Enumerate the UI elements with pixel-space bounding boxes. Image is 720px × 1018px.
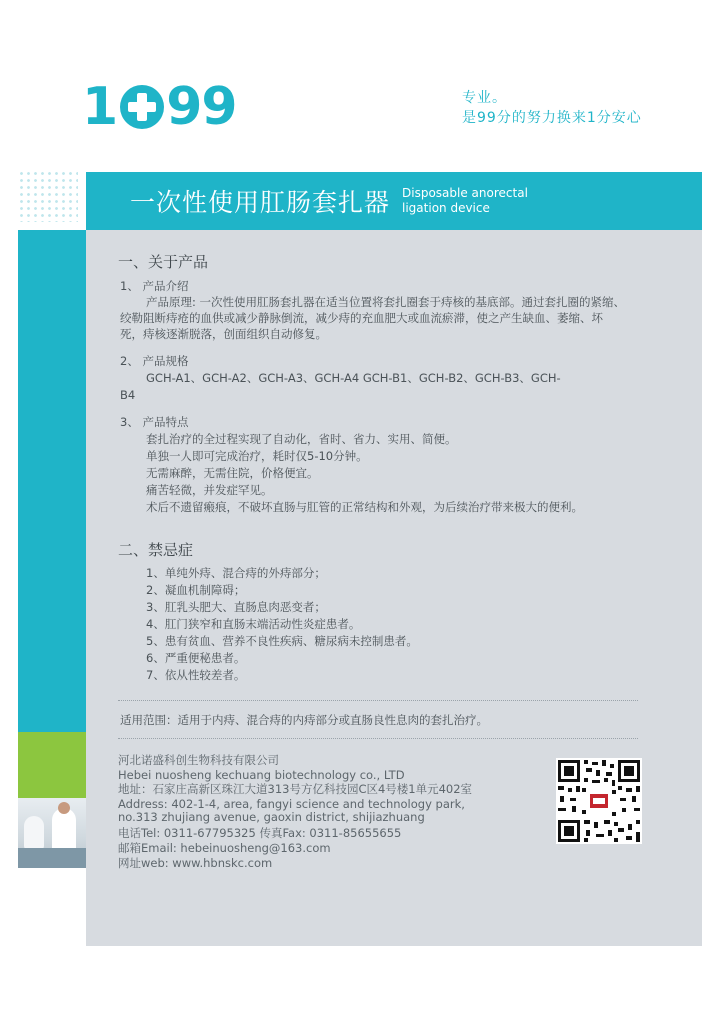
medical-cross-icon: [120, 85, 164, 129]
feature-item: 单独一人即可完成治疗，耗时仅5-10分钟。: [146, 449, 368, 463]
website[interactable]: 网址web: www.hbnskc.com: [118, 856, 273, 870]
logo-digits-99: 99: [166, 77, 237, 137]
slogan-line-1: 专业。: [462, 90, 507, 106]
contraindication-item: 6、严重便秘患者。: [146, 651, 246, 665]
intro-line-2: 绞勒阻断痔疮的血供或减少静脉倒流，减少痔的充血肥大或血流瘀滞，使之产生缺血、萎缩、坏: [120, 311, 603, 325]
intro-line-1: 产品原理: 一次性使用肛肠套扎器在适当位置将套扎圈套于痔核的基底部。通过套扎圈的紧缩、: [146, 295, 626, 309]
specs-line-1: GCH-A1、GCH-A2、GCH-A3、GCH-A4 GCH-B1、GCH-B2、GCH-B3、GCH-: [146, 371, 561, 385]
feature-item: 痛苦轻微，并发症罕见。: [146, 483, 273, 497]
subheading-specs: 2、 产品规格: [120, 354, 189, 368]
contraindication-item: 7、依从性较差者。: [146, 668, 246, 682]
side-accent-cyan: [18, 230, 86, 732]
email[interactable]: 邮箱Email: hebeinuosheng@163.com: [118, 841, 331, 855]
company-name-en: Hebei nuosheng kechuang biotechnology co., LTD: [118, 768, 405, 782]
title-bar: [86, 172, 702, 230]
feature-item: 套扎治疗的全过程实现了自动化，省时、省力、实用、简便。: [146, 432, 457, 446]
address-en-line-1: Address: 402-1-4, area, fangyi science and technology park,: [118, 797, 465, 811]
company-name-cn: 河北诺盛科创生物科技有限公司: [118, 753, 279, 767]
slogan: [462, 88, 642, 128]
medical-staff-photo: [18, 798, 86, 868]
qr-code-icon[interactable]: [556, 758, 642, 844]
specs-line-2: B4: [120, 388, 136, 402]
section-heading-about: 一、关于产品: [118, 253, 209, 271]
slogan-line-2: 是99分的努力换来1分安心: [462, 110, 642, 126]
divider: [118, 738, 638, 739]
product-title-en: Disposable anorectal ligation device: [402, 186, 528, 215]
logo-digit-one: 1: [82, 77, 118, 137]
contraindication-item: 1、单纯外痔、混合痔的外痔部分；: [146, 566, 326, 580]
address-cn: 地址：石家庄高新区珠江大道313号方亿科技园C区4号楼1单元402室: [118, 782, 473, 796]
contraindication-item: 2、凝血机制障碍；: [146, 583, 246, 597]
phone-fax: 电话Tel: 0311-67795325 传真Fax: 0311-85655655: [118, 826, 402, 840]
feature-item: 无需麻醉，无需住院，价格便宜。: [146, 466, 319, 480]
side-accent-green: [18, 732, 86, 798]
subheading-intro: 1、 产品介绍: [120, 279, 189, 293]
divider: [118, 700, 638, 701]
scope-of-application: 适用范围：适用于内痔、混合痔的内痔部分或直肠良性息肉的套扎治疗。: [120, 713, 488, 727]
contraindication-item: 5、患有贫血、营养不良性疾病、糖尿病未控制患者。: [146, 634, 418, 648]
dot-pattern: [18, 170, 78, 222]
address-en-line-2: no.313 zhujiang avenue, gaoxin district, shijiazhuang: [118, 810, 425, 824]
contraindication-item: 4、肛门狭窄和直肠末端活动性炎症患者。: [146, 617, 361, 631]
brand-logo: [82, 77, 237, 137]
contraindication-item: 3、肛乳头肥大、直肠息肉恶变者；: [146, 600, 326, 614]
feature-item: 术后不遗留瘢痕，不破坏直肠与肛管的正常结构和外观，为后续治疗带来极大的便利。: [146, 500, 583, 514]
intro-line-3: 死，痔核逐渐脱落，创面组织自动修复。: [120, 327, 327, 341]
product-title-cn: 一次性使用肛肠套扎器: [130, 188, 391, 217]
subheading-features: 3、 产品特点: [120, 415, 189, 429]
section-heading-contraindications: 二、禁忌症: [118, 541, 194, 559]
